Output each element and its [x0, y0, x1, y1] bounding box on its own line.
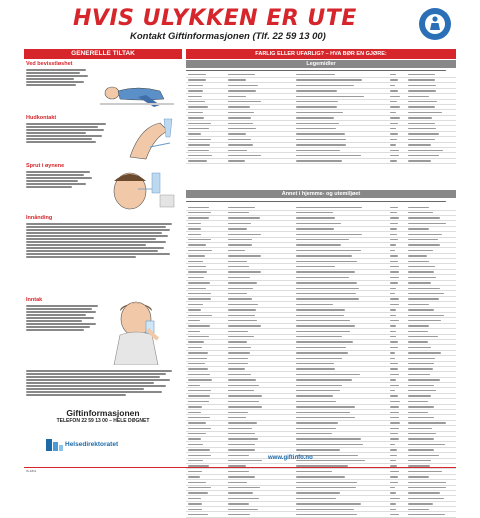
- table-row: [186, 512, 456, 517]
- person-info-icon: [419, 8, 451, 40]
- unconscious-section: [26, 61, 94, 87]
- poster: [18, 0, 462, 480]
- directorate-name: Helsedirektoratet: [65, 441, 119, 448]
- footer-rule: [24, 467, 456, 473]
- website-link[interactable]: www.giftinfo.no: [268, 455, 313, 461]
- org-phone: TELEFON 22 59 13 00 – HELE DØGNET: [56, 418, 150, 424]
- household-section-header: Annet i hjemme- og utemiljøet: [186, 190, 456, 198]
- medicines-section-header: Legemidler: [186, 60, 456, 68]
- table-row: [186, 159, 456, 164]
- contact-instructions: [26, 369, 176, 397]
- general-measures-header: GENERELLE TILTAK: [24, 49, 182, 59]
- eye-rinsing-illustration: [100, 169, 180, 211]
- danger-header: FARLIG ELLER UFARLIG? – HVA BØR EN GJØRE:: [186, 49, 456, 59]
- footer-brand: [24, 408, 182, 424]
- recovery-position-illustration: [98, 79, 178, 111]
- inhalation-section: [26, 215, 176, 259]
- table-column-headers: [186, 70, 456, 71]
- poster-subtitle: Kontakt Giftinformasjonen (Tlf. 22 59 13 00): [130, 31, 326, 42]
- org-name: Giftinformasjonen: [66, 408, 140, 418]
- section-heading: Ved bevisstløshet: [26, 61, 73, 67]
- section-heading: Innånding: [26, 215, 53, 221]
- skin-contact-section: [26, 115, 112, 144]
- poster-title: HVIS ULYKKEN ER UTE: [73, 6, 357, 31]
- drinking-water-illustration: [106, 299, 178, 365]
- washing-hands-illustration: [120, 117, 180, 161]
- ingestion-section: [26, 297, 102, 332]
- publication-code: IS-1811: [26, 469, 37, 473]
- section-heading: Sprut i øynene: [26, 163, 65, 169]
- eye-splash-section: [26, 163, 96, 189]
- section-heading: Inntak: [26, 297, 43, 303]
- general-measures-column: [24, 49, 182, 467]
- section-heading: Hudkontakt: [26, 115, 57, 121]
- medicines-rows: [186, 73, 456, 165]
- banner: [18, 0, 462, 48]
- substances-table-column: [186, 49, 456, 467]
